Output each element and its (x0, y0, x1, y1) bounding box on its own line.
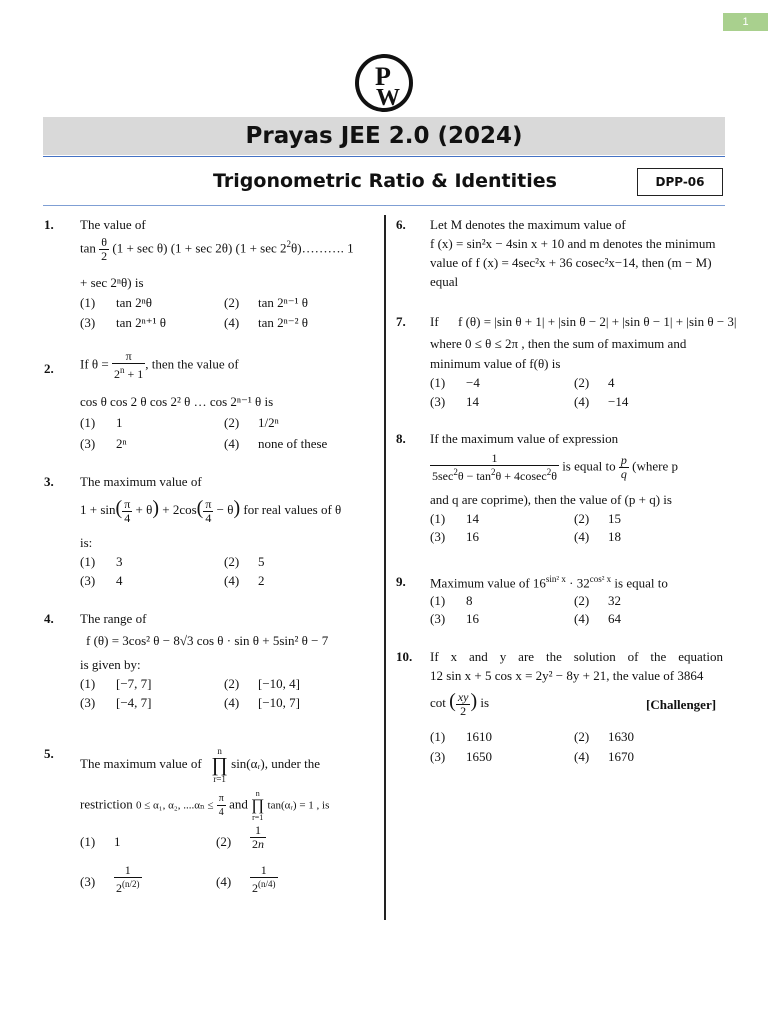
option-label: (2) (224, 295, 240, 310)
question-text: The range of (80, 611, 147, 626)
question-number: 6. (396, 217, 406, 232)
option-label: (2) (216, 834, 232, 849)
question-text: equal (430, 274, 459, 289)
option-value: [−4, 7] (116, 695, 152, 710)
header-divider (43, 205, 725, 206)
option-value: 8 (466, 593, 473, 608)
question-formula: f (θ) = 3cos² θ − 8√3 cos θ · sin θ + 5sin² θ − 7 (86, 633, 329, 648)
question-formula: If θ = $\frac{\pi}{2^n + 1}$ , then the value of (80, 349, 239, 381)
option-value: 16 (466, 611, 479, 626)
option-value: 1670 (608, 749, 634, 764)
question-text: minimum value of f(θ) is (430, 356, 561, 371)
page-number: 1 (723, 13, 768, 31)
option-value: 5 (258, 554, 265, 569)
question-formula: cot ( $\frac{xy}{2}$ ) is (430, 689, 490, 718)
option-value: none of these (258, 436, 328, 451)
question-number: 5. (44, 746, 54, 761)
option-value: −4 (466, 375, 480, 390)
question-text: Let M denotes the maximum value of (430, 217, 626, 232)
option-label: (3) (80, 315, 96, 330)
option-label: (2) (574, 511, 590, 526)
question-number: 9. (396, 574, 406, 589)
option-value: 15 (608, 511, 621, 526)
option-label: (1) (430, 729, 446, 744)
option-value: [−7, 7] (116, 676, 152, 691)
option-label: (4) (574, 529, 590, 544)
option-label: (1) (80, 834, 96, 849)
option-value: 18 (608, 529, 621, 544)
option-label: (2) (574, 375, 590, 390)
option-value: tan 2ⁿθ (116, 295, 152, 310)
option-value: 1650 (466, 749, 492, 764)
challenger-tag: [Challenger] (646, 697, 717, 712)
svg-text:W: W (376, 85, 400, 111)
option-value: tan 2ⁿ⁻² θ (258, 315, 308, 330)
option-label: (3) (80, 695, 96, 710)
option-value: 32 (608, 593, 621, 608)
option-value: $\frac{1}{2^{(n/2)}}$ (116, 863, 140, 895)
question-formula: f (θ) = |sin θ + 1| + |sin θ − 2| + |sin θ − 1| + |sin θ − 3| (458, 314, 737, 329)
option-value: 3 (116, 554, 123, 569)
question-text: If x and y are the solution of the equation (430, 649, 723, 664)
option-value: 14 (466, 394, 479, 409)
question-text: value of f (x) = 4sec²x + 36 cosec²x−14, then (m − M) (430, 255, 712, 270)
question-text: and q are coprime), then the value of (p + q) is (430, 492, 672, 507)
dpp-badge: DPP-06 (637, 168, 723, 196)
option-label: (4) (224, 573, 240, 588)
option-value: $\frac{1}{2n}$ (252, 823, 264, 851)
question-number: 7. (396, 314, 406, 329)
option-value: 2ⁿ (116, 436, 127, 451)
question-text: If (80, 356, 89, 372)
option-label: (1) (80, 295, 96, 310)
question-text: The maximum value of n ∏ r=1 sin(αᵣ), under the (80, 746, 320, 784)
option-value: tan 2ⁿ⁺¹ θ (116, 315, 166, 330)
option-value: 2 (258, 573, 265, 588)
question-text: is given by: (80, 657, 141, 672)
option-value: 1 (116, 415, 123, 430)
option-label: (1) (430, 593, 446, 608)
question-number: 2. (44, 361, 54, 376)
question-number: 3. (44, 474, 54, 489)
option-value: 1/2ⁿ (258, 415, 279, 430)
question-number: 8. (396, 431, 406, 446)
question-text: restriction 0 ≤ α₁, α₂, ....αₙ ≤ $\frac{\pi}{4}$ and n ∏ r=1 tan(αᵣ) = 1 , is (80, 789, 330, 822)
option-value: 1 (114, 834, 121, 849)
chapter-title: Trigonometric Ratio & Identities (213, 170, 557, 192)
option-value: tan 2ⁿ⁻¹ θ (258, 295, 308, 310)
option-label: (1) (80, 676, 96, 691)
svg-text:P: P (375, 62, 391, 91)
option-value: $\frac{1}{2^{(n/4)}}$ (252, 863, 276, 895)
option-label: (3) (430, 394, 446, 409)
option-label: (3) (430, 749, 446, 764)
option-label: (4) (224, 436, 240, 451)
option-label: (4) (574, 749, 590, 764)
pw-logo (354, 53, 414, 113)
option-label: (2) (224, 676, 240, 691)
option-label: (1) (430, 511, 446, 526)
option-label: (4) (216, 874, 232, 889)
option-value: −14 (608, 394, 629, 409)
question-text: is: (80, 535, 93, 550)
option-value: 4 (116, 573, 123, 588)
question-text: If (430, 314, 439, 329)
title-underline (43, 156, 725, 157)
question-text: If the maximum value of expression (430, 431, 619, 446)
option-label: (2) (224, 554, 240, 569)
option-label: (1) (80, 554, 96, 569)
option-label: (1) (80, 415, 96, 430)
question-text: Maximum value of $16^{sin^2 x} \cdot 32^{cos^2 x}$ is equal to (430, 574, 668, 591)
column-divider (384, 215, 386, 920)
question-number: 1. (44, 217, 54, 232)
question-text: The value of (80, 217, 146, 232)
option-label: (4) (574, 394, 590, 409)
option-value: 16 (466, 529, 479, 544)
option-value: 4 (608, 375, 615, 390)
question-text: The maximum value of (80, 474, 202, 489)
question-number: 10. (396, 649, 413, 664)
question-text: cos θ cos 2 θ cos 2² θ … cos 2ⁿ⁻¹ θ is (80, 394, 274, 409)
option-value: 14 (466, 511, 479, 526)
option-label: (3) (430, 611, 446, 626)
question-text: 12 sin x + 5 cos x = 2y² − 8y + 21, the value of 3864 (430, 668, 704, 683)
question-text: f (x) = sin²x − 4sin x + 10 and m denotes the minimum (430, 236, 716, 251)
option-label: (3) (430, 529, 446, 544)
option-label: (4) (224, 695, 240, 710)
option-value: 1610 (466, 729, 492, 744)
question-number: 4. (44, 611, 54, 626)
question-formula: $\frac{1}{5\sec^2\theta - \tan^2\theta + 4cosec^2\theta}$ is equal to $\frac{p}{q}$ (where p (432, 451, 678, 483)
question-formula: tan $\frac{\theta}{2}$ (1 + sec θ) (1 + sec 2θ) $(1 + \sec 2^2\theta)\dots\dots\dots$. 1 (80, 235, 354, 263)
option-value: 64 (608, 611, 621, 626)
option-label: (2) (224, 415, 240, 430)
question-formula: 1 + sin( $\frac{\pi}{4}$ + θ) + 2cos( $\frac{\pi}{4}$ − θ) for real values of θ (80, 496, 342, 525)
option-value: 1630 (608, 729, 634, 744)
option-value: [−10, 4] (258, 676, 300, 691)
option-label: (3) (80, 874, 96, 889)
option-value: [−10, 7] (258, 695, 300, 710)
page-title: Prayas JEE 2.0 (2024) (43, 117, 725, 155)
question-text: where 0 ≤ θ ≤ 2π , then the sum of maximum and (430, 336, 687, 351)
option-label: (2) (574, 729, 590, 744)
option-label: (4) (574, 611, 590, 626)
question-text: for real values of θ (243, 502, 342, 517)
option-label: (1) (430, 375, 446, 390)
question-text: + sec 2ⁿθ) is (80, 275, 144, 290)
option-label: (3) (80, 436, 96, 451)
option-label: (4) (224, 315, 240, 330)
option-label: (3) (80, 573, 96, 588)
question-text: , then the value of (145, 356, 239, 372)
option-label: (2) (574, 593, 590, 608)
